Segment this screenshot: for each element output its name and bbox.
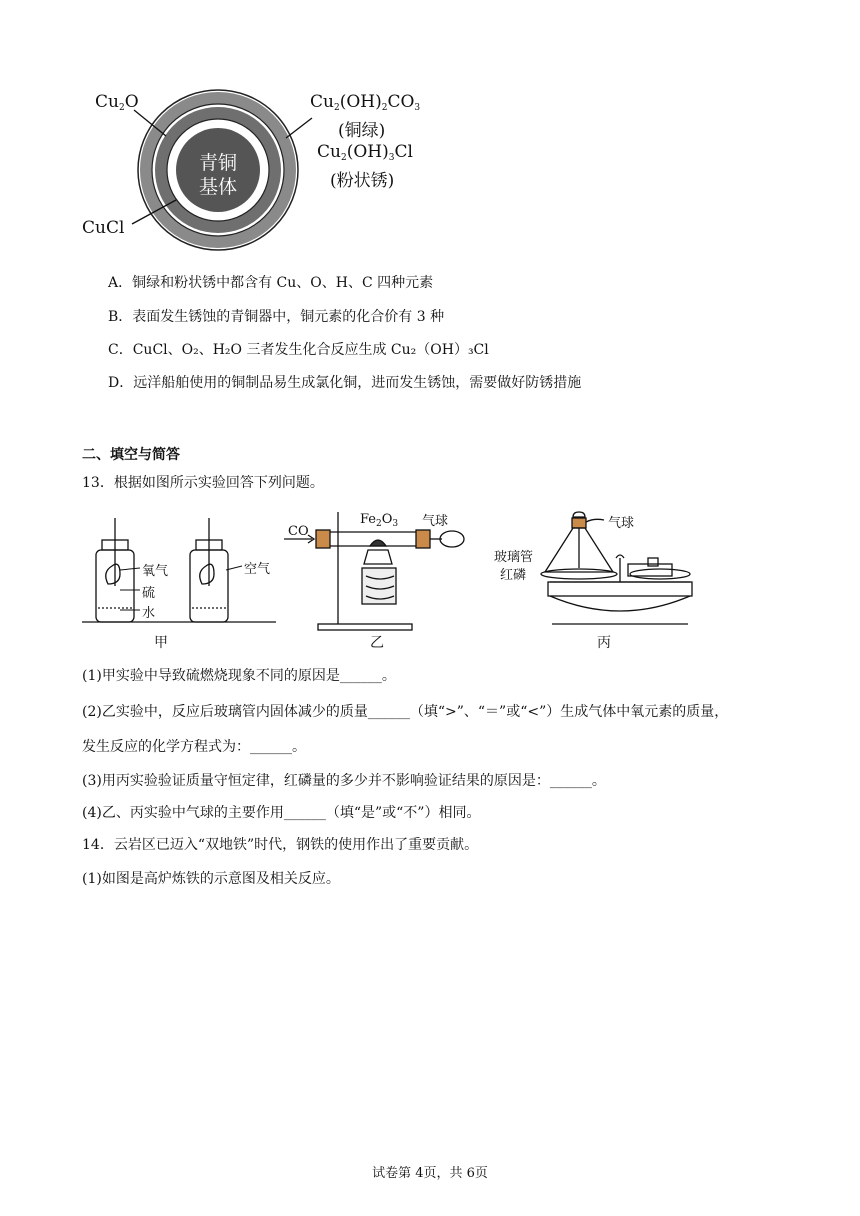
jar-oxygen: [96, 518, 134, 622]
q13-part3: (3)用丙实验验证质量守恒定律，红磷量的多少并不影响验证结果的原因是：______。: [82, 773, 606, 789]
option-c: C．CuCl、O₂、H₂O 三者发生化合反应生成 Cu₂（OH）₃Cl: [108, 342, 489, 358]
rust-layer-figure: [80, 88, 450, 253]
label-water: 水: [142, 606, 156, 621]
option-a: A．铜绿和粉状锈中都含有 Cu、O、H、C 四种元素: [108, 275, 434, 291]
caption-jia: 甲: [154, 635, 168, 651]
pointer-cu2oh2co3: [286, 118, 312, 138]
label-tonglv: (铜绿): [338, 121, 386, 141]
label-co: CO: [288, 524, 309, 539]
label-fe2o3: $Fe_2O_3$: [360, 512, 399, 529]
label-balloon-bing: 气球: [608, 516, 635, 531]
q13-part1: (1)甲实验中导致硫燃烧现象不同的原因是______。: [82, 668, 396, 684]
core-label-1: 青铜: [199, 152, 238, 174]
option-d: D．远洋船舶使用的铜制品易生成氯化铜，进而发生锈蚀，需要做好防锈措施: [108, 375, 582, 391]
apparatus-yi: [284, 512, 464, 630]
q13-stem: 13．根据如图所示实验回答下列问题。: [82, 475, 324, 491]
label-cu2oh2co3: $Cu_2(OH)_2CO_3$: [310, 92, 421, 113]
label-red-p: 红磷: [500, 568, 527, 583]
page-footer: 试卷第 4页，共 6页: [372, 1166, 488, 1181]
label-fenzhuangxiu: (粉状锈): [330, 171, 395, 191]
label-cu2o: $Cu_2O$: [95, 92, 139, 113]
jar-air: [190, 518, 228, 622]
caption-yi: 乙: [370, 635, 384, 651]
label-cucl: CuCl: [82, 218, 125, 238]
caption-bing: 丙: [597, 635, 611, 651]
option-b: B．表面发生锈蚀的青铜器中，铜元素的化合价有 3 种: [108, 309, 445, 325]
q13-part4: (4)乙、丙实验中气球的主要作用______（填“是”或“不”）相同。: [82, 805, 481, 821]
label-air: 空气: [244, 562, 271, 577]
label-balloon-yi: 气球: [422, 514, 449, 529]
experiments-figure: [80, 506, 700, 654]
label-oxygen: 氧气: [142, 564, 169, 579]
q14-stem: 14．云岩区已迈入“双地铁”时代，钢铁的使用作出了重要贡献。: [82, 837, 479, 853]
core-label-2: 基体: [199, 176, 238, 198]
label-cu2oh3cl: $Cu_2(OH)_3Cl$: [317, 142, 413, 163]
q13-part2a: (2)乙实验中，反应后玻璃管内固体减少的质量______（填“>”、“＝”或“<”）生成气体中氧元素的质量，: [82, 704, 729, 720]
label-sulfur: 硫: [142, 586, 156, 601]
section-title: 二、填空与简答: [82, 447, 180, 463]
q14-part1: (1)如图是高炉炼铁的示意图及相关反应。: [82, 871, 340, 887]
label-glass-tube: 玻璃管: [494, 550, 534, 565]
q13-part2b: 发生反应的化学方程式为：______。: [82, 739, 306, 755]
